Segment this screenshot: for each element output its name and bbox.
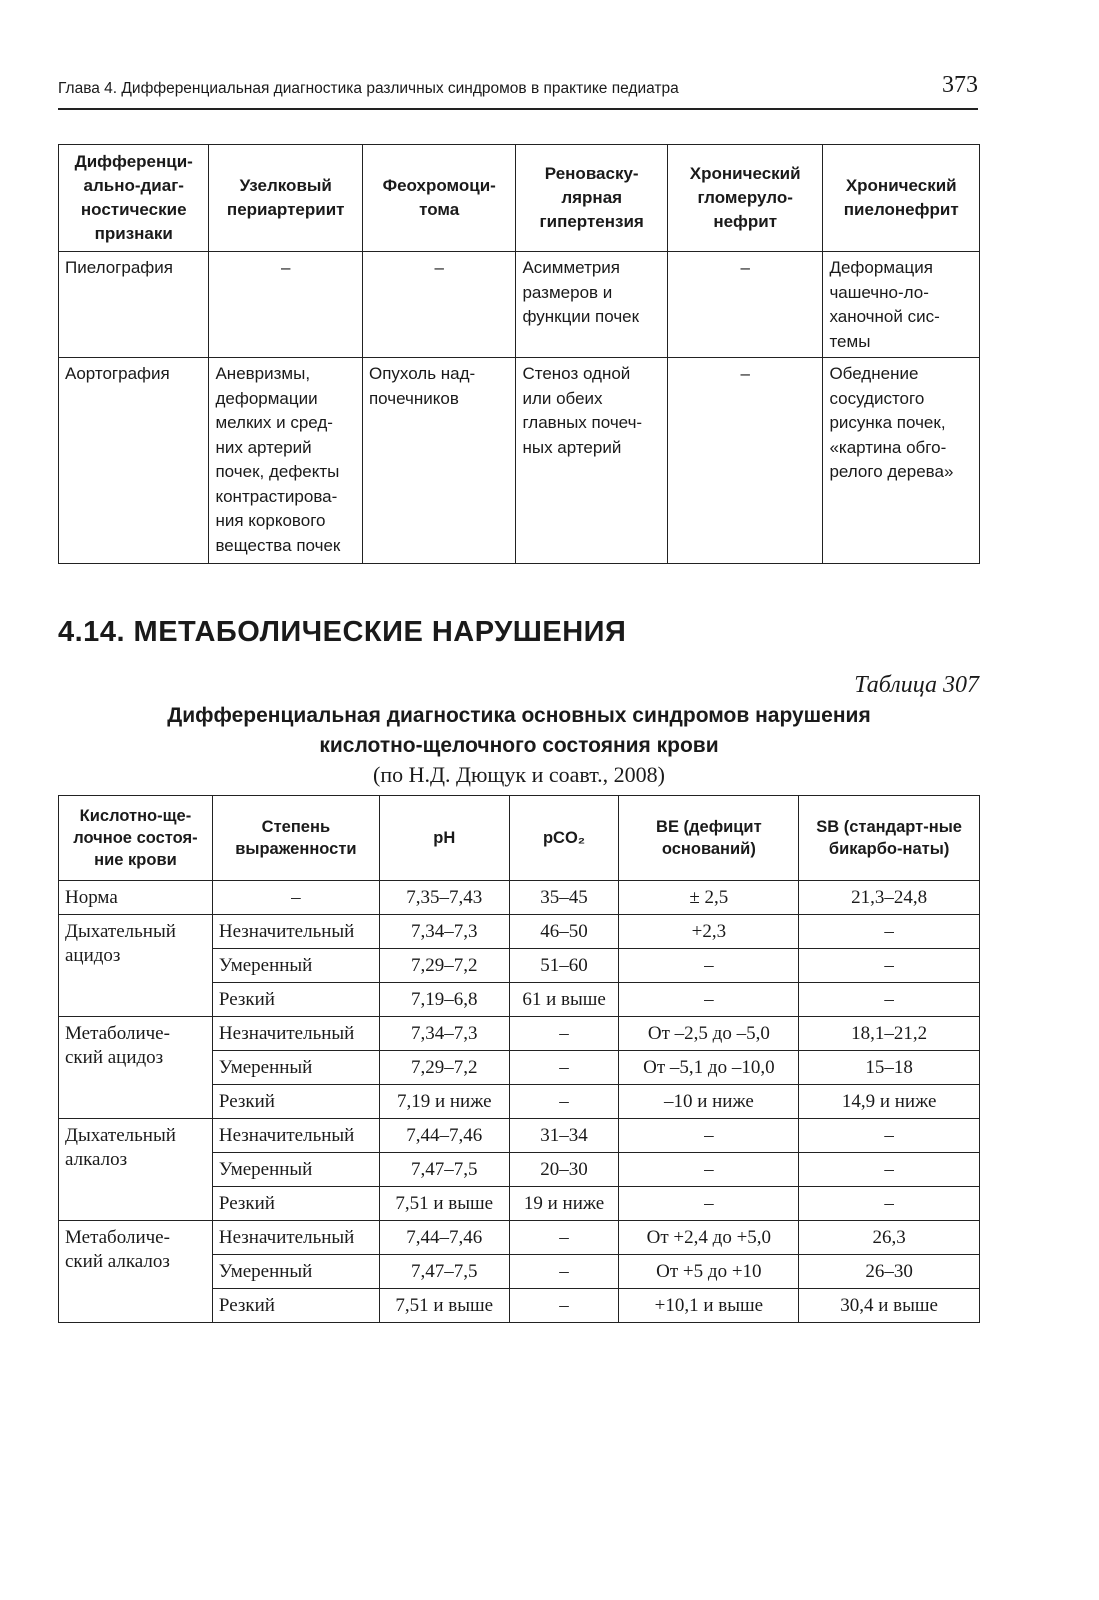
be-cell: От –2,5 до –5,0 — [619, 1017, 799, 1051]
column-header: Хронический гломеруло-нефрит — [667, 145, 823, 252]
state-cell: Норма — [59, 881, 213, 915]
pco2-cell: 46–50 — [509, 915, 619, 949]
degree-cell: Незначительный — [212, 915, 379, 949]
sb-cell: – — [799, 1119, 980, 1153]
pco2-cell: – — [509, 1051, 619, 1085]
degree-cell: Умеренный — [212, 1255, 379, 1289]
ph-cell: 7,44–7,46 — [379, 1119, 509, 1153]
column-header: Степень выраженности — [212, 796, 379, 881]
table-cell: Опухоль над-почечников — [362, 358, 516, 564]
be-cell: ± 2,5 — [619, 881, 799, 915]
column-header: BE (дефицит оснований) — [619, 796, 799, 881]
be-cell: – — [619, 983, 799, 1017]
column-header: pH — [379, 796, 509, 881]
pco2-cell: 61 и выше — [509, 983, 619, 1017]
page-number: 373 — [942, 72, 978, 98]
table-cell: Пиелография — [59, 252, 209, 358]
be-cell: +2,3 — [619, 915, 799, 949]
be-cell: –10 и ниже — [619, 1085, 799, 1119]
table-title: Дифференциальная диагностика основных синдромов нарушения — [167, 704, 871, 727]
sb-cell: 21,3–24,8 — [799, 881, 980, 915]
ph-cell: 7,51 и выше — [379, 1187, 509, 1221]
pco2-cell: 31–34 — [509, 1119, 619, 1153]
table-cell: – — [362, 252, 516, 358]
table-cell: – — [667, 252, 823, 358]
table-cell: – — [209, 252, 363, 358]
be-cell: От –5,1 до –10,0 — [619, 1051, 799, 1085]
degree-cell: Резкий — [212, 983, 379, 1017]
table-row — [59, 252, 980, 358]
table-title-line2: кислотно-щелочного состояния крови — [319, 734, 719, 757]
state-cell: Метаболиче-ский ацидоз — [59, 1017, 213, 1119]
ph-cell: 7,47–7,5 — [379, 1153, 509, 1187]
table-row — [59, 915, 980, 949]
table-cell: – — [667, 358, 823, 564]
degree-cell: Умеренный — [212, 1051, 379, 1085]
sb-cell: – — [799, 949, 980, 983]
table-row-norm — [59, 881, 980, 915]
be-cell: – — [619, 1153, 799, 1187]
ph-cell: 7,19 и ниже — [379, 1085, 509, 1119]
pco2-cell: – — [509, 1085, 619, 1119]
ph-cell: 7,34–7,3 — [379, 915, 509, 949]
table-cell: Деформация чашечно-ло-ханочной сис-темы — [823, 252, 980, 358]
column-header: Реноваску-лярная гипертензия — [516, 145, 667, 252]
degree-cell: Незначительный — [212, 1017, 379, 1051]
column-header: pCO₂ — [509, 796, 619, 881]
degree-cell: Резкий — [212, 1187, 379, 1221]
table-cell: Обеднение сосудистого рисунка почек, «картина обго-релого дерева» — [823, 358, 980, 564]
table-row — [59, 1221, 980, 1255]
degree-cell: – — [212, 881, 379, 915]
table-source: (по Н.Д. Дющук и соавт., 2008) — [373, 762, 665, 787]
sb-cell: – — [799, 915, 980, 949]
ph-cell: 7,51 и выше — [379, 1289, 509, 1323]
pco2-cell: 20–30 — [509, 1153, 619, 1187]
degree-cell: Умеренный — [212, 949, 379, 983]
sb-cell: 26–30 — [799, 1255, 980, 1289]
table-header-row — [59, 796, 980, 881]
column-header: SB (стандарт-ные бикарбо-наты) — [799, 796, 980, 881]
sb-cell: – — [799, 1153, 980, 1187]
state-cell: Метаболиче-ский алкалоз — [59, 1221, 213, 1323]
table-header-row — [59, 145, 980, 252]
ph-cell: 7,29–7,2 — [379, 1051, 509, 1085]
pco2-cell: 35–45 — [509, 881, 619, 915]
table-number: Таблица 307 — [854, 672, 979, 698]
pco2-cell: – — [509, 1017, 619, 1051]
pco2-cell: 19 и ниже — [509, 1187, 619, 1221]
column-header: Узелковый периартериит — [209, 145, 363, 252]
state-cell: Дыхательный алкалоз — [59, 1119, 213, 1221]
sb-cell: 18,1–21,2 — [799, 1017, 980, 1051]
degree-cell: Резкий — [212, 1085, 379, 1119]
be-cell: +10,1 и выше — [619, 1289, 799, 1323]
column-header: Хронический пиелонефрит — [823, 145, 980, 252]
section-heading: 4.14. МЕТАБОЛИЧЕСКИЕ НАРУШЕНИЯ — [58, 616, 627, 648]
table-row — [59, 358, 980, 564]
table-cell: Асимметрия размеров и функции почек — [516, 252, 667, 358]
column-header: Феохромоци-тома — [362, 145, 516, 252]
sb-cell: – — [799, 983, 980, 1017]
table-cell: Аневризмы, деформации мелких и сред-них артерий почек, дефекты контрастирова-ния коркового вещества почек — [209, 358, 363, 564]
table-row — [59, 1119, 980, 1153]
table-row — [59, 1017, 980, 1051]
column-header: Дифференци-ально-диаг-ностические признаки — [59, 145, 209, 252]
degree-cell: Незначительный — [212, 1221, 379, 1255]
sb-cell: 15–18 — [799, 1051, 980, 1085]
ph-cell: 7,35–7,43 — [379, 881, 509, 915]
pco2-cell: – — [509, 1255, 619, 1289]
be-cell: – — [619, 1187, 799, 1221]
ph-cell: 7,34–7,3 — [379, 1017, 509, 1051]
sb-cell: 26,3 — [799, 1221, 980, 1255]
table-cell: Стеноз одной или обеих главных почеч-ных артерий — [516, 358, 667, 564]
ph-cell: 7,29–7,2 — [379, 949, 509, 983]
sb-cell: 30,4 и выше — [799, 1289, 980, 1323]
be-cell: От +2,4 до +5,0 — [619, 1221, 799, 1255]
sb-cell: 14,9 и ниже — [799, 1085, 980, 1119]
pco2-cell: 51–60 — [509, 949, 619, 983]
ph-cell: 7,19–6,8 — [379, 983, 509, 1017]
column-header: Кислотно-ще-лочное состоя-ние крови — [59, 796, 213, 881]
sb-cell: – — [799, 1187, 980, 1221]
be-cell: – — [619, 949, 799, 983]
degree-cell: Умеренный — [212, 1153, 379, 1187]
ph-cell: 7,47–7,5 — [379, 1255, 509, 1289]
ph-cell: 7,44–7,46 — [379, 1221, 509, 1255]
be-cell: От +5 до +10 — [619, 1255, 799, 1289]
differential-table-renal — [58, 144, 980, 564]
table-cell: Аортография — [59, 358, 209, 564]
pco2-cell: – — [509, 1221, 619, 1255]
degree-cell: Незначительный — [212, 1119, 379, 1153]
be-cell: – — [619, 1119, 799, 1153]
degree-cell: Резкий — [212, 1289, 379, 1323]
pco2-cell: – — [509, 1289, 619, 1323]
running-head — [58, 72, 978, 110]
state-cell: Дыхательный ацидоз — [59, 915, 213, 1017]
chapter-title: Глава 4. Дифференциальная диагностика различных синдромов в практике педиатра — [58, 80, 679, 97]
acid-base-table — [58, 795, 980, 1323]
